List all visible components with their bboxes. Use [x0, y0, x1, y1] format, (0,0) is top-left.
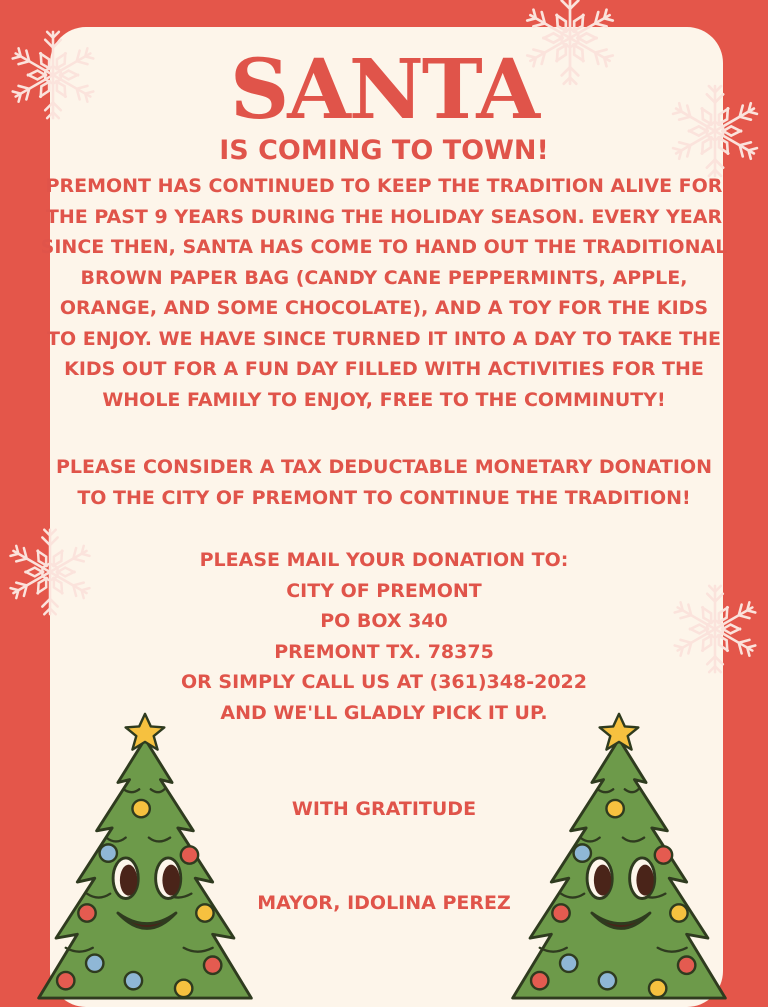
intro-line: ORANGE, AND SOME CHOCOLATE), AND A TOY FOR THE KIDS: [59, 297, 709, 319]
donation-line: TO THE CITY OF PREMONT TO CONTINUE THE TRADITION!: [77, 486, 691, 509]
subtitle: IS COMING TO TOWN!: [219, 135, 549, 166]
intro-line: SINCE THEN, SANTA HAS COME TO HAND OUT THE TRADITIONAL: [40, 236, 728, 258]
signature: MAYOR, IDOLINA PEREZ: [257, 892, 511, 914]
mailing-line: AND WE'LL GLADLY PICK IT UP.: [220, 701, 548, 724]
mailing-line: PREMONT TX. 78375: [274, 640, 494, 663]
intro-line: BROWN PAPER BAG (CANDY CANE PEPPERMINTS, APPLE,: [80, 266, 688, 289]
mailing-info: [0, 545, 768, 728]
intro-paragraph: [0, 171, 768, 415]
intro-line: KIDS OUT FOR A FUN DAY FILLED WITH ACTIVITIES FOR THE: [64, 358, 704, 380]
mailing-line: PO BOX 340: [320, 610, 448, 632]
closing: WITH GRATITUDE: [291, 798, 477, 820]
mailing-line: PLEASE MAIL YOUR DONATION TO:: [199, 549, 569, 571]
intro-line: WHOLE FAMILY TO ENJOY, FREE TO THE COMMINUTY!: [102, 388, 666, 411]
intro-line: THE PAST 9 YEARS DURING THE HOLIDAY SEASON. EVERY YEAR: [45, 205, 723, 228]
donation-line: PLEASE CONSIDER A TAX DEDUCTABLE MONETARY DONATION: [55, 456, 712, 478]
mailing-line: OR SIMPLY CALL US AT (361)348-2022: [181, 671, 587, 693]
intro-line: PREMONT HAS CONTINUED TO KEEP THE TRADITION ALIVE FOR: [45, 175, 723, 197]
donation-request: [0, 452, 768, 513]
christmas-tree-icon: [20, 710, 270, 1000]
intro-line: TO ENJOY. WE HAVE SINCE TURNED IT INTO A DAY TO TAKE THE: [46, 327, 721, 350]
christmas-tree-icon: [494, 710, 744, 1000]
headline-santa: SANTA: [230, 42, 538, 138]
mailing-line: CITY OF PREMONT: [286, 579, 482, 602]
